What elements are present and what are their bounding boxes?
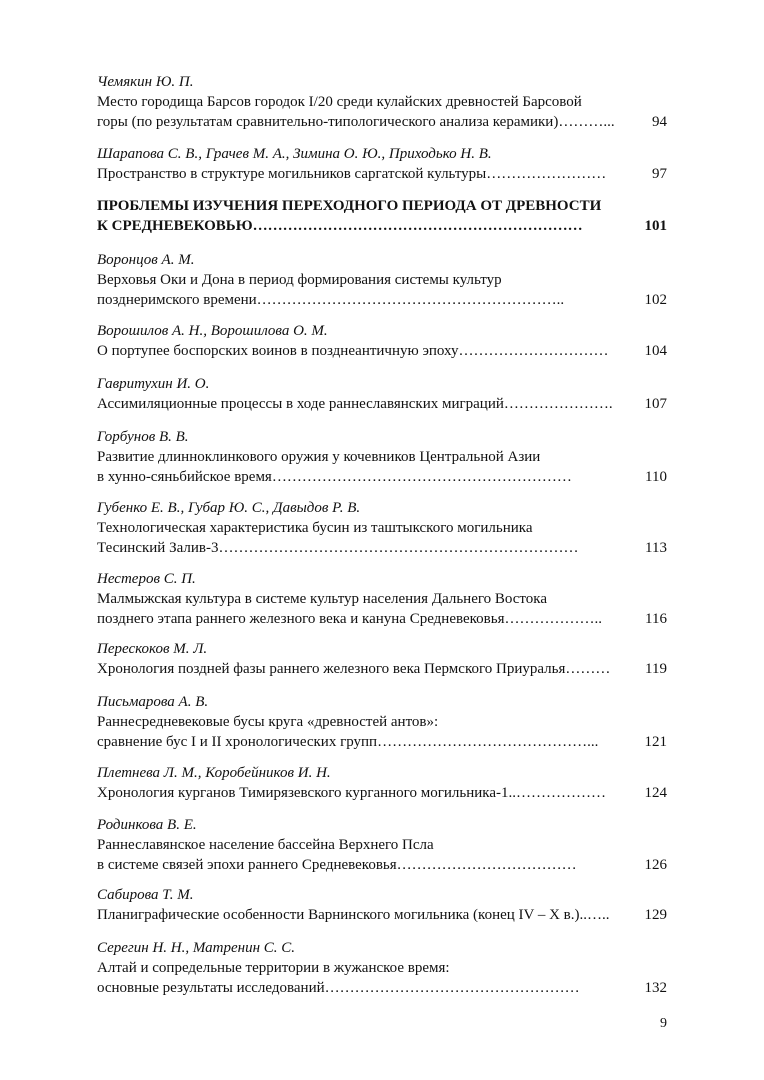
entry-page-number: 119	[645, 661, 667, 677]
entry-author: Чемякин Ю. П.	[97, 74, 194, 90]
entry-title-line: О портупее боспорских воинов в позднеантичную эпоху…………………………	[97, 343, 609, 359]
entry-title-line: Пространство в структуре могильников саргатской культуры……………………	[97, 166, 607, 182]
toc-entry	[97, 639, 667, 679]
entry-title-line: Развитие длинноклинкового оружия у кочевников Центральной Азии	[97, 449, 541, 465]
entry-author: Сабирова Т. М.	[97, 887, 194, 903]
entry-page-number: 132	[644, 980, 667, 996]
entry-title-line: Раннеславянское население бассейна Верхнего Псла	[97, 837, 434, 853]
entry-author: Горбунов В. В.	[97, 429, 189, 445]
section-heading-line: К СРЕДНЕВЕКОВЬЮ…………………………………………………………	[97, 218, 583, 234]
entry-page-number: 121	[644, 734, 667, 750]
entry-title-line: горы (по результатам сравнительно-типологического анализа керамики)………...	[97, 114, 615, 130]
entry-page-number: 126	[644, 857, 667, 873]
entry-page-number: 104	[644, 343, 667, 359]
page-folio-number: 9	[660, 1016, 667, 1031]
entry-title-line: Хронология курганов Тимирязевского курганного могильника-1..………………	[97, 785, 606, 801]
entry-page-number: 97	[652, 166, 667, 182]
toc-entry	[97, 692, 667, 752]
entry-title-line: сравнение бус I и II хронологических групп……………………………………...	[97, 734, 599, 750]
entry-author: Губенко Е. В., Губар Ю. С., Давыдов Р. В.	[97, 500, 361, 516]
entry-title-line: Место городища Барсов городок I/20 среди кулайских древностей Барсовой	[97, 94, 582, 110]
entry-title-line: Раннесредневековые бусы круга «древностей антов»:	[97, 714, 439, 730]
entry-title-line: Планиграфические особенности Варнинского могильника (конец IV – X в.)..…..	[97, 907, 610, 923]
entry-title-line: в системе связей эпохи раннего Средневековья………………………………	[97, 857, 577, 873]
entry-page-number: 110	[645, 469, 667, 485]
entry-author: Воронцов А. М.	[97, 252, 195, 268]
section-page-number: 101	[644, 218, 667, 234]
entry-page-number: 102	[644, 292, 667, 308]
entry-title-line: Хронология поздней фазы раннего железного века Пермского Приуралья………	[97, 661, 611, 677]
entry-title-line: Ассимиляционные процессы в ходе раннеславянских миграций………………….	[97, 396, 613, 412]
entry-author: Гавритухин И. О.	[97, 376, 210, 392]
entry-page-number: 94	[652, 114, 667, 130]
entry-author: Письмарова А. В.	[97, 694, 209, 710]
toc-entry	[97, 815, 667, 875]
entry-title-line: Технологическая характеристика бусин из таштыкского могильника	[97, 520, 533, 536]
entry-page-number: 113	[645, 540, 667, 556]
toc-entry	[97, 885, 667, 925]
entry-page-number: 107	[644, 396, 667, 412]
toc-entry	[97, 250, 667, 310]
entry-author: Перескоков М. Л.	[97, 641, 208, 657]
section-heading-line: ПРОБЛЕМЫ ИЗУЧЕНИЯ ПЕРЕХОДНОГО ПЕРИОДА ОТ ДРЕВНОСТИ	[97, 198, 602, 214]
entry-page-number: 124	[644, 785, 667, 801]
entry-title-line: Верховья Оки и Дона в период формирования системы культур	[97, 272, 502, 288]
toc-entry	[97, 321, 667, 361]
entry-page-number: 116	[645, 611, 667, 627]
toc-entry	[97, 374, 667, 414]
toc-entry	[97, 498, 667, 558]
section-heading	[97, 196, 667, 236]
entry-page-number: 129	[644, 907, 667, 923]
entry-title-line: Алтай и сопредельные территории в жужанское время:	[97, 960, 450, 976]
entry-title-line: Тесинский Залив-3………………………………………………………………	[97, 540, 579, 556]
toc-entry	[97, 763, 667, 803]
toc-entry	[97, 569, 667, 629]
entry-author: Родинкова В. Е.	[97, 817, 197, 833]
toc-entry	[97, 938, 667, 998]
entry-title-line: в хунно-сяньбийское время……………………………………………………	[97, 469, 572, 485]
entry-title-line: основные результаты исследований……………………………………………	[97, 980, 580, 996]
entry-title-line: позднего этапа раннего железного века и кануна Средневековья………………..	[97, 611, 602, 627]
entry-title-line: Малмыжская культура в системе культур населения Дальнего Востока	[97, 591, 548, 607]
toc-entry	[97, 427, 667, 487]
entry-author: Шарапова С. В., Грачев М. А., Зимина О. Ю., Приходько Н. В.	[97, 146, 492, 162]
toc-entry	[97, 72, 667, 132]
toc-entry	[97, 144, 667, 184]
entry-author: Плетнева Л. М., Коробейников И. Н.	[97, 765, 331, 781]
entry-title-line: позднеримского времени……………………………………………………..	[97, 292, 565, 308]
entry-author: Нестеров С. П.	[97, 571, 196, 587]
entry-author: Серегин Н. Н., Матренин С. С.	[97, 940, 296, 956]
entry-author: Ворошилов А. Н., Ворошилова О. М.	[97, 323, 328, 339]
